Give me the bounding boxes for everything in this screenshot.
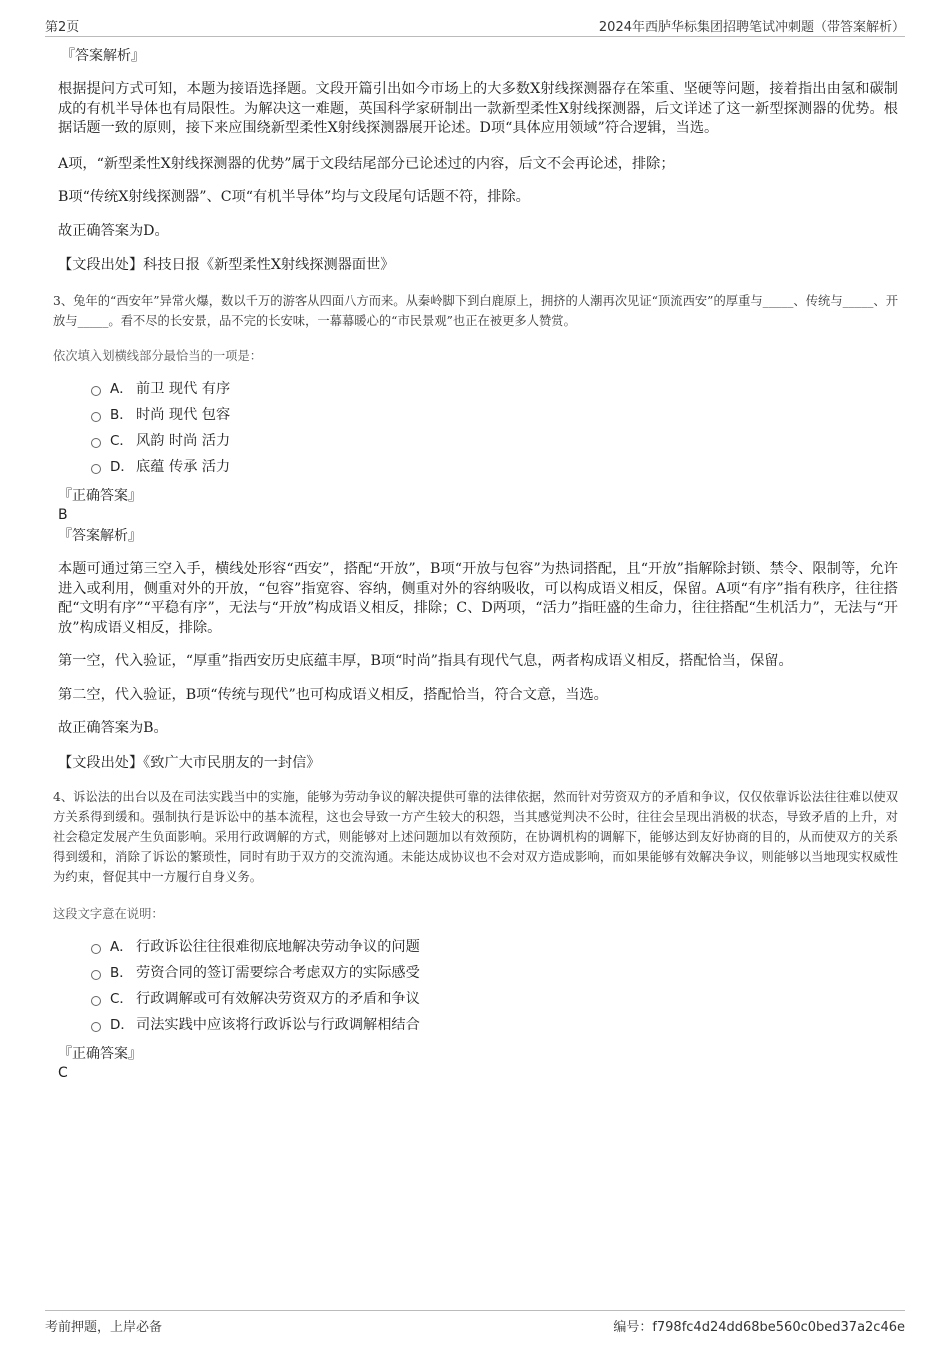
radio-button-icon[interactable] xyxy=(91,970,101,980)
question-text: 4、诉讼法的出台以及在司法实践当中的实施，能够为劳动争议的解决提供可靠的法律依据，然而针对劳资双方的矛盾和争议，仅仅依靠诉讼法往往难以使双方关系得到缓和。强制执行是诉讼中的基本流程，这也会导致一方产生较大的积怨，当其感觉判决不公时，往往会呈现出消极的状态，导致矛盾的上升，对社会稳定发展产生负面影响。采用行政调解的方式，则能够对上述问题加以有效预防，在协调机构的调解下，能够达到友好协商的目的，从而使双方的关系得到缓和，消除了诉讼的繁琐性，同时有助于双方的交流沟通。未能达成协议也不会对双方造成影响，而如果能够有效解决争议，则能够以当地现实权威性为约束，督促其中一方履行自身义务。 xyxy=(53,789,898,884)
page-footer xyxy=(45,1310,905,1335)
footer-slogan: 考前押题，上岸必备 xyxy=(45,1320,163,1335)
question-3 xyxy=(53,291,898,773)
option-b[interactable]: B． 劳资合同的签订需要综合考虑双方的实际感受 xyxy=(91,960,898,986)
option-d[interactable]: D． 司法实践中应该将行政诉讼与行政调解相结合 xyxy=(91,1012,898,1038)
radio-button-icon[interactable] xyxy=(91,944,101,954)
option-d[interactable]: D． 底蕴 传承 活力 xyxy=(91,454,898,480)
analysis-paragraph: 本题可通过第三空入手，横线处形容“西安”，搭配“开放”，B项“开放与包容”为热词搭配，且“开放”指解除封锁、禁令、限制等，允许进入或利用，侧重对外的开放，“包容”指宽容、容纳，侧重对外的容纳吸收，可以构成语义相反，保留。A项“有序”指有秩序，往往搭配“文明有序”“平稳有序”，无法与“开放”构成语义相反，排除；C、D两项，“活力”指旺盛的生命力，往往搭配“生机活力”，无法与“开放”构成语义相反，排除。 xyxy=(58,561,898,636)
document-title: 2024年西胪华标集团招聘笔试冲刺题（带答案解析） xyxy=(598,20,905,35)
radio-button-icon[interactable] xyxy=(91,996,101,1006)
document-serial: 编号：f798fc4d24dd68be560c0bed37a2c46e xyxy=(613,1320,905,1335)
analysis-paragraph: A项，“新型柔性X射线探测器的优势”属于文段结尾部分已论述过的内容，后文不会再论述，排除； xyxy=(58,155,675,172)
analysis-paragraph: 第一空，代入验证，“厚重”指西安历史底蕴丰厚，B项“时尚”指具有现代气息，两者构成语义相反，搭配恰当，保留。 xyxy=(58,653,793,669)
option-a[interactable]: A． 前卫 现代 有序 xyxy=(91,376,898,402)
question-2-analysis xyxy=(58,46,898,275)
source-citation: 【文段出处】科技日报《新型柔性X射线探测器面世》 xyxy=(58,257,395,273)
option-list xyxy=(53,934,898,1038)
source-citation: 【文段出处】《致广大市民朋友的一封信》 xyxy=(58,754,321,771)
answer-heading: 『正确答案』 xyxy=(58,1045,142,1062)
analysis-heading: 『答案解析』 xyxy=(61,48,145,64)
page-content xyxy=(53,46,898,1082)
option-c[interactable]: C． 风韵 时尚 活力 xyxy=(91,428,898,454)
correct-answer: C xyxy=(58,1064,68,1081)
correct-answer: B xyxy=(58,507,68,523)
analysis-paragraph: 根据提问方式可知，本题为接语选择题。文段开篇引出如今市场上的大多数X射线探测器存在笨重、坚硬等问题，接着指出由氢和碳制成的有机半导体也有局限性。为解决这一难题，英国科学家研制出一款新型柔性X射线探测器，后文详述了这一新型探测器的优势。根据话题一致的原则，接下来应围绕新型柔性X射线探测器展开论述。D项“具体应用领域”符合逻辑，当选。 xyxy=(58,81,898,136)
analysis-paragraph: B项“传统X射线探测器”、C项“有机半导体”均与文段尾句话题不符，排除。 xyxy=(58,189,530,205)
radio-button-icon[interactable] xyxy=(91,386,101,396)
page-header xyxy=(45,14,905,37)
option-b[interactable]: B． 时尚 现代 包容 xyxy=(91,402,898,428)
answer-heading: 『正确答案』 xyxy=(58,488,142,504)
analysis-paragraph: 故正确答案为B。 xyxy=(58,720,168,736)
radio-button-icon[interactable] xyxy=(91,438,101,448)
analysis-heading: 『答案解析』 xyxy=(58,528,142,544)
question-4 xyxy=(53,787,898,1082)
radio-button-icon[interactable] xyxy=(91,1022,101,1032)
question-text: 3、兔年的“西安年”异常火爆，数以千万的游客从四面八方而来。从秦岭脚下到白鹿原上，拥挤的人潮再次见证“顶流西安”的厚重与_____、传统与_____、开放与_____。看不尽的长安景，品不完的长安味，一幕幕暖心的“市民景观”也正在被更多人赞赏。 xyxy=(53,294,898,328)
option-a[interactable]: A． 行政诉讼往往很难彻底地解决劳动争议的问题 xyxy=(91,934,898,960)
question-prompt: 依次填入划横线部分最恰当的一项是： xyxy=(53,349,263,363)
option-c[interactable]: C． 行政调解或可有效解决劳资双方的矛盾和争议 xyxy=(91,986,898,1012)
analysis-paragraph: 故正确答案为D。 xyxy=(58,222,169,239)
radio-button-icon[interactable] xyxy=(91,464,101,474)
radio-button-icon[interactable] xyxy=(91,412,101,422)
page-number: 第2页 xyxy=(45,20,80,35)
question-prompt: 这段文字意在说明： xyxy=(53,906,164,921)
analysis-paragraph: 第二空，代入验证，B项“传统与现代”也可构成语义相反，搭配恰当，符合文意，当选。 xyxy=(58,686,608,703)
option-list xyxy=(53,376,898,480)
